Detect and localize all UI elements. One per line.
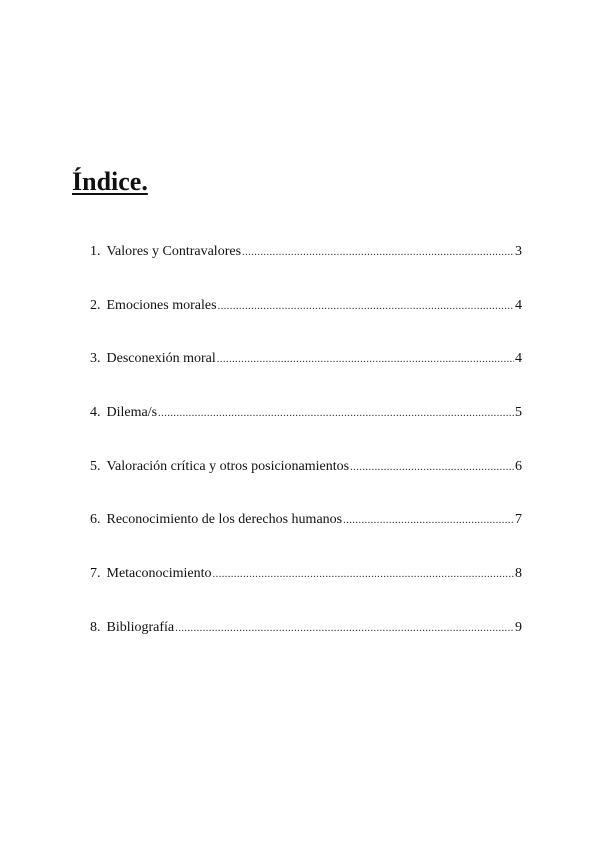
toc-entry-desconexion [90,349,522,369]
toc-label: Emociones morales [106,297,217,313]
toc-label: Valores y Contravalores [106,244,242,259]
toc-label: Reconocimiento de los derechos humanos [106,512,343,528]
toc-entry-bibliografia [90,618,522,638]
toc-number: 2. [90,297,101,313]
toc-label: Valoración crítica y otros posicionamientos [106,458,350,474]
toc-dot-leader [212,564,514,584]
toc-page-number: 4 [515,297,522,313]
toc-dot-leader [242,242,514,262]
toc-page-number: 8 [515,566,522,582]
toc-dot-leader [217,349,514,369]
toc-label: Dilema/s [106,405,158,421]
toc-entry-dilemas [90,403,522,423]
toc-number: 8. [90,619,101,635]
toc-page-number: 7 [515,512,522,528]
toc-number: 7. [90,566,101,582]
toc-entry-valores [90,242,522,262]
toc-dot-leader [343,510,514,530]
toc-number: 6. [90,512,101,528]
page-title: Índice. [72,167,148,196]
toc-number: 5. [90,458,101,474]
toc-label: Metaconocimiento [106,566,212,582]
toc-page-number: 4 [515,351,522,367]
toc-entry-derechos [90,510,522,530]
toc-page-number: 5 [515,405,522,421]
toc-dot-leader [218,296,514,316]
toc-number: 4. [90,405,101,421]
table-of-contents [90,242,522,672]
toc-entry-valoracion [90,457,522,477]
toc-entry-metaconocimiento [90,564,522,584]
toc-entry-emociones [90,296,522,316]
toc-number: 1. [90,244,101,259]
toc-dot-leader [175,618,514,638]
toc-page-number: 9 [515,619,522,635]
toc-number: 3. [90,351,101,367]
toc-label: Desconexión moral [106,351,216,367]
toc-dot-leader [350,457,514,477]
toc-page-number: 6 [515,458,522,474]
toc-label: Bibliografía [106,619,175,635]
toc-page-number: 3 [515,244,522,259]
toc-dot-leader [158,403,514,423]
